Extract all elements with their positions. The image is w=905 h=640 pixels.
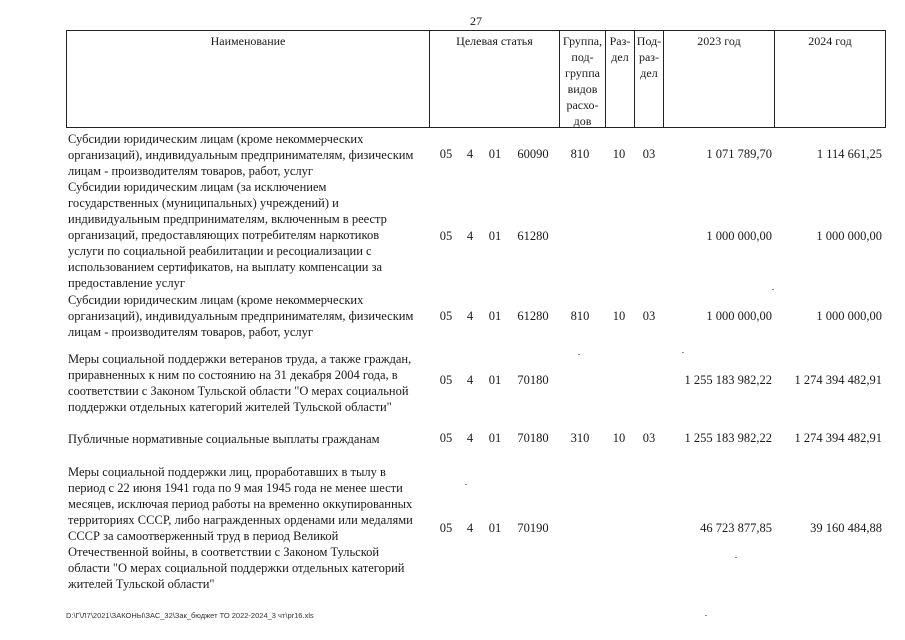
subsection-code: 03: [642, 309, 656, 323]
header-2023: [664, 31, 775, 127]
target-code-1: 05: [439, 373, 453, 387]
target-code-1: 05: [439, 431, 453, 445]
target-code-4: 61280: [517, 309, 549, 323]
header-subsection-line: Под-: [636, 34, 662, 48]
header-subsection-line: раз-: [638, 50, 660, 64]
row-name-line: приравненных к ним по состоянию на 31 декабря 2004 года, в: [68, 368, 398, 382]
target-code-4: 61280: [517, 229, 549, 243]
row-name-line: услуги по социальной реабилитации и ресоциализации с: [68, 244, 372, 258]
row-name-line: Отечественной войны, в соответствии с Законом Тульской: [68, 545, 380, 559]
amount-2024: 39 160 484,88: [810, 521, 882, 535]
header-name: [67, 31, 430, 127]
scan-speck: [578, 354, 580, 355]
row-name-line: государственных (муниципальных) учреждений) и: [68, 196, 339, 210]
row-name: [68, 431, 426, 447]
target-code-4: 70190: [517, 521, 549, 535]
row-name-line: лицам - производителям товаров, работ, услуг: [68, 164, 314, 178]
scan-speck: [682, 352, 684, 353]
scan-speck: [465, 484, 467, 485]
header-2024: [775, 31, 885, 127]
target-code-4: 70180: [517, 373, 549, 387]
section-code: 10: [612, 431, 626, 445]
row-name: [68, 179, 426, 291]
header-subsection-line: дел: [640, 66, 658, 80]
amount-2024: 1 114 661,25: [816, 147, 882, 161]
row-name-line: поддержки отдельных категорий жителей Тульской области": [68, 400, 392, 414]
target-code-3: 01: [488, 229, 502, 243]
header-name-label: Наименование: [210, 34, 286, 48]
header-section: [606, 31, 635, 127]
row-name: [68, 464, 426, 592]
header-target: [430, 31, 560, 127]
row-name-line: организаций), индивидуальным предпринимателям, физическим: [68, 309, 414, 323]
target-code-4: 60090: [517, 147, 549, 161]
table-header: [66, 30, 886, 128]
header-group: [560, 31, 606, 127]
file-path-footer: D:\Г\Л7\2021\ЗАКОНЫ\ЗАС_32\Зак_бюджет ТО 2022-2024_3 чт\pr16.xls: [66, 611, 314, 620]
row-name: [68, 131, 426, 179]
row-name-line: индивидуальным предпринимателям, включенным в реестр: [68, 212, 387, 226]
row-name-line: Субсидии юридическим лицам (кроме некоммерческих: [68, 293, 364, 307]
row-name-line: Публичные нормативные социальные выплаты гражданам: [68, 432, 380, 446]
target-code-3: 01: [488, 309, 502, 323]
header-group-line: дов: [573, 114, 592, 128]
target-code-1: 05: [439, 521, 453, 535]
row-name-line: СССР за самоотверженный труд в период Великой: [68, 529, 339, 543]
target-code-4: 70180: [517, 431, 549, 445]
target-code-2: 4: [466, 373, 474, 387]
row-name-line: лицам - производителям товаров, работ, услуг: [68, 325, 314, 339]
amount-2023: 1 071 789,70: [706, 147, 772, 161]
header-2024-label: 2024 год: [808, 34, 852, 48]
target-code-2: 4: [466, 147, 474, 161]
row-name-line: соответствии с Законом Тульской области "О мерах социальной: [68, 384, 409, 398]
amount-2023: 1 255 183 982,22: [684, 431, 772, 445]
group-code: 310: [570, 431, 590, 445]
target-code-1: 05: [439, 229, 453, 243]
row-name-line: области "О мерах социальной поддержки отдельных категорий: [68, 561, 405, 575]
table-row: [0, 431, 905, 451]
amount-2024: 1 000 000,00: [816, 309, 882, 323]
target-code-2: 4: [466, 229, 474, 243]
header-group-line: группа: [565, 66, 600, 80]
subsection-code: 03: [642, 147, 656, 161]
group-code: 810: [570, 147, 590, 161]
scan-speck: [705, 615, 707, 616]
row-name-line: Субсидии юридическим лицам (за исключением: [68, 180, 327, 194]
row-name-line: организаций), индивидуальным предпринимателям, физическим: [68, 148, 414, 162]
row-name-line: период с 22 июня 1941 года по 9 мая 1945 года не менее шести: [68, 481, 403, 495]
target-code-1: 05: [439, 147, 453, 161]
table-row: [0, 179, 905, 291]
section-code: 10: [612, 309, 626, 323]
row-name-line: Меры социальной поддержки лиц, проработавших в тылу в: [68, 465, 386, 479]
amount-2024: 1 000 000,00: [816, 229, 882, 243]
row-name-line: жителей Тульской области": [68, 577, 215, 591]
amount-2023: 46 723 877,85: [700, 521, 772, 535]
header-group-line: под-: [571, 50, 594, 64]
header-group-line: видов: [567, 82, 598, 96]
target-code-2: 4: [466, 431, 474, 445]
row-name-line: территориях СССР, либо награжденных орденами или медалями: [68, 513, 413, 527]
target-code-3: 01: [488, 373, 502, 387]
row-name-line: организаций, предоставляющих потребителям наркотиков: [68, 228, 380, 242]
scan-speck: [735, 557, 737, 558]
amount-2023: 1 000 000,00: [706, 309, 772, 323]
header-target-label: Целевая статья: [456, 34, 533, 48]
target-code-2: 4: [466, 309, 474, 323]
row-name-line: предоставление услуг: [68, 276, 185, 290]
table-row: [0, 292, 905, 342]
row-name: [68, 351, 426, 415]
header-group-line: Группа,: [562, 34, 603, 48]
amount-2023: 1 000 000,00: [706, 229, 772, 243]
header-2023-label: 2023 год: [697, 34, 741, 48]
amount-2024: 1 274 394 482,91: [794, 373, 882, 387]
row-name-line: Субсидии юридическим лицам (кроме некоммерческих: [68, 132, 364, 146]
header-subsection: [635, 31, 664, 127]
subsection-code: 03: [642, 431, 656, 445]
row-name: [68, 292, 426, 340]
target-code-1: 05: [439, 309, 453, 323]
group-code: 810: [570, 309, 590, 323]
page-number: 27: [470, 14, 482, 28]
target-code-3: 01: [488, 521, 502, 535]
amount-2023: 1 255 183 982,22: [684, 373, 772, 387]
table-row: [0, 464, 905, 594]
scan-speck: [772, 289, 774, 290]
row-name-line: Меры социальной поддержки ветеранов труда, а также граждан,: [68, 352, 412, 366]
amount-2024: 1 274 394 482,91: [794, 431, 882, 445]
section-code: 10: [612, 147, 626, 161]
target-code-2: 4: [466, 521, 474, 535]
target-code-3: 01: [488, 431, 502, 445]
header-group-line: расхо-: [566, 98, 599, 112]
table-row: [0, 351, 905, 417]
table-row: [0, 131, 905, 179]
target-code-3: 01: [488, 147, 502, 161]
header-section-line: дел: [611, 50, 629, 64]
row-name-line: месяцев, исключая период работы на временно оккупированных: [68, 497, 413, 511]
row-name-line: использованием сертификатов, на выплату компенсации за: [68, 260, 383, 274]
header-section-line: Раз-: [609, 34, 631, 48]
